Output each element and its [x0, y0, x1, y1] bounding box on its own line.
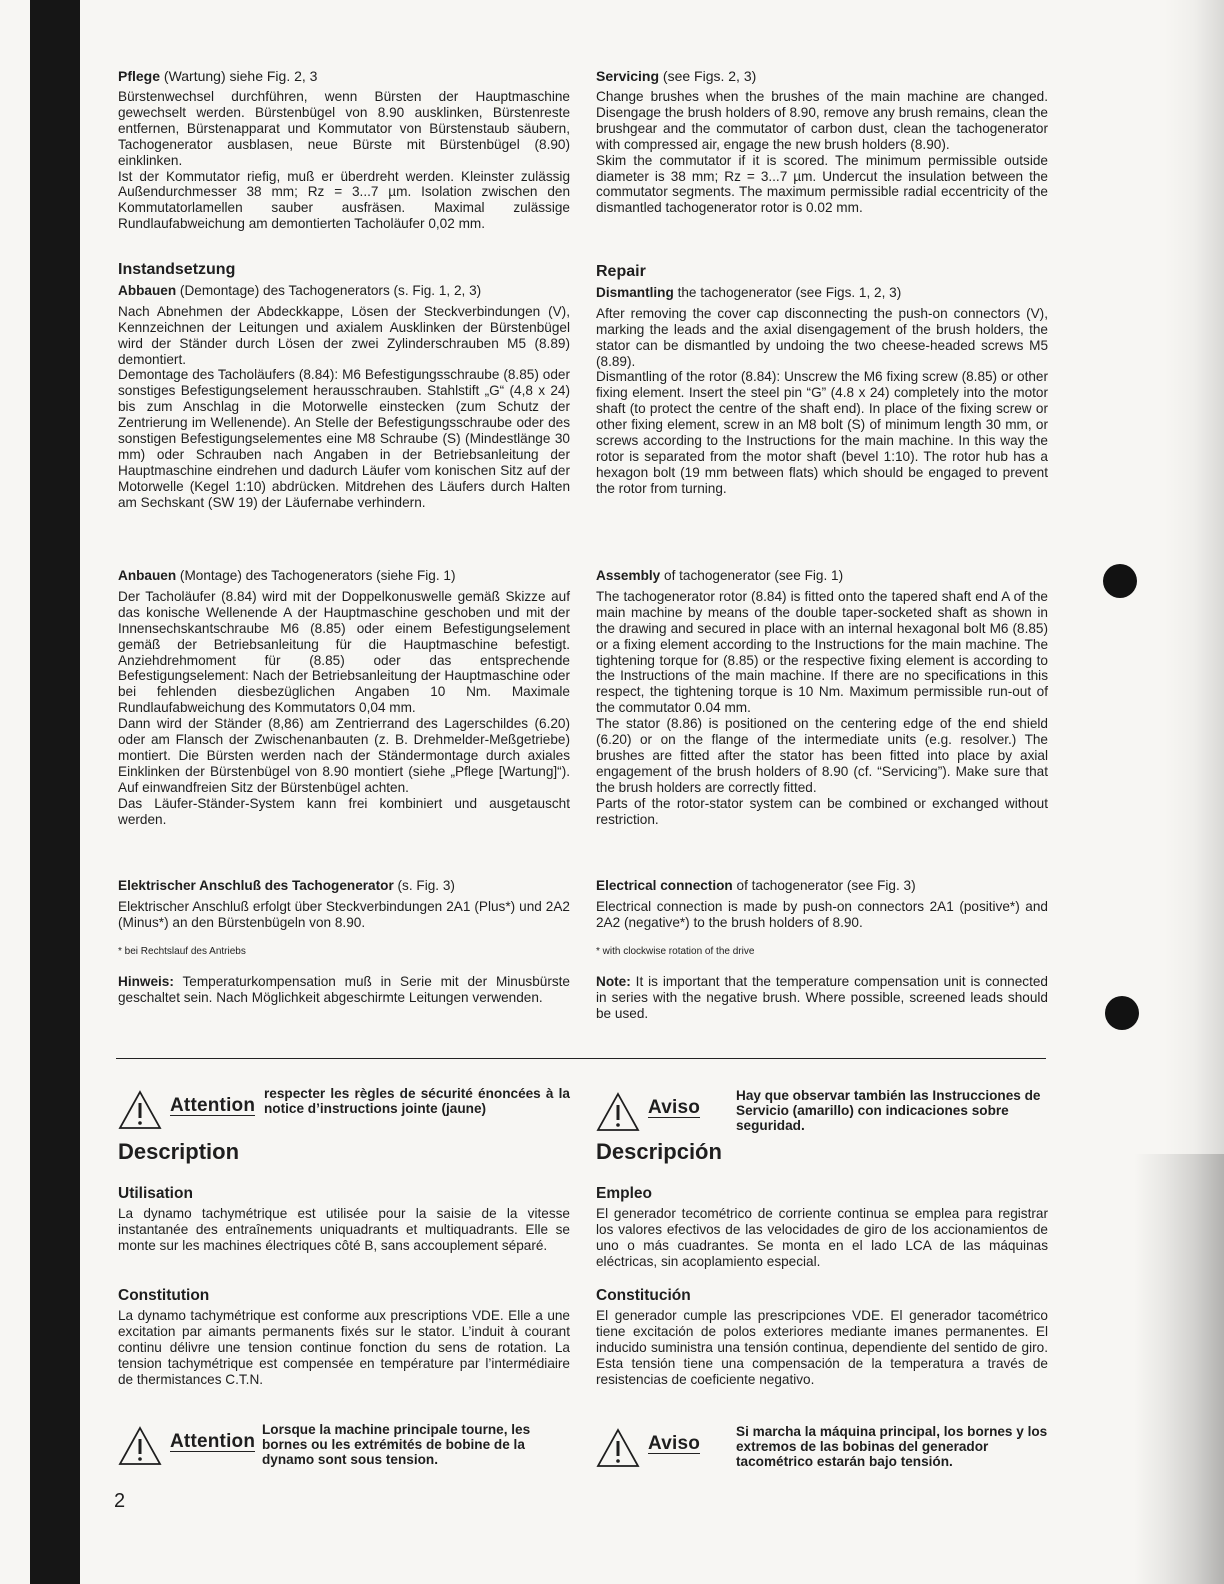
section-pflege — [118, 68, 570, 232]
punch-hole — [1105, 996, 1139, 1030]
dismantling-text: After removing the cover cap disconnecting the push-on connectors (V), marking the leads and the axial disengagement of the brush holders, the stator can be dismantled by undoing the two cheese-headed screws M5 (8.89). — [596, 305, 1048, 369]
warning-word: Attention — [170, 1431, 256, 1452]
dismantling-heading-rest: the tachogenerator (see Figs. 1, 2, 3) — [673, 284, 902, 300]
section-constitution — [118, 1288, 570, 1387]
section-divider — [116, 1058, 1046, 1059]
note-paragraph — [596, 974, 1048, 1022]
servicing-heading: Servicing — [596, 68, 660, 84]
anbauen-heading: Anbauen — [118, 568, 177, 583]
anbauen-text-2: Dann wird der Ständer (8,86) am Zentrierrand des Lagerschildes (6.20) oder am Flansch der Zwischenanbauten (z. B. Drehmelder-Meßgetriebe) montiert. Die Bürsten werden nach der Ständermontage durch axiales Einklinken der Bürstenbügel von 8.90 montiert (siehe „Pflege [Wartung]“). Auf einwandfreien Sitz der Bürstenbügel achten. — [118, 716, 570, 795]
hinweis-text: Temperaturkompensation muß in Serie mit der Minusbürste geschaltet sein. Nach Möglichkeit abgeschirmte Leitungen verwenden. — [118, 974, 570, 1005]
punch-hole — [1103, 564, 1137, 598]
assembly-heading-rest: of tachogenerator (see Fig. 1) — [660, 568, 844, 583]
abbauen-heading: Abbauen — [118, 282, 177, 298]
servicing-heading-rest: (see Figs. 2, 3) — [659, 68, 757, 84]
section-assembly — [596, 568, 1048, 828]
warning-text: Si marcha la máquina principal, los bornes y los extremos de las bobinas del generador tacométrico estarán bajo tensión. — [736, 1424, 1048, 1469]
section-utilisation — [118, 1186, 570, 1254]
warning-attention-1 — [118, 1086, 570, 1146]
section-electrical-connection — [596, 878, 1048, 931]
page-corner-shadow — [1134, 1154, 1224, 1584]
warning-triangle-icon — [596, 1092, 640, 1132]
warning-word: Aviso — [648, 1097, 701, 1118]
pflege-heading-line — [118, 68, 570, 85]
section-instandsetzung — [118, 262, 570, 511]
servicing-text-2: Skim the commutator if it is scored. The minimum permissible outside diameter is 38 mm; Rz = 3...7 µm. Undercut the insulation between the commutator segments. The maximum permissible radial eccentricity of the dismantled tachogenerator rotor is 0.02 mm. — [596, 152, 1048, 216]
footnote-en — [596, 944, 1048, 960]
section-hinweis — [118, 974, 570, 1006]
assembly-heading: Assembly — [596, 568, 661, 583]
anbauen-heading-line — [118, 568, 570, 584]
warning-aviso-2 — [596, 1424, 1048, 1484]
pflege-heading: Pflege — [118, 68, 161, 84]
empleo-heading: Empleo — [596, 1185, 652, 1202]
hinweis-label: Hinweis: — [118, 974, 174, 989]
warning-word: Attention — [170, 1095, 256, 1116]
assembly-heading-line — [596, 568, 1048, 584]
section-constitucion — [596, 1288, 1048, 1387]
section-elektrischer-anschluss — [118, 878, 570, 931]
elektr-text: Elektrischer Anschluß erfolgt über Steckverbindungen 2A1 (Plus*) und 2A2 (Minus*) an den Bürstenbügeln von 8.90. — [118, 898, 570, 930]
section-empleo — [596, 1186, 1048, 1270]
description-title-fr — [118, 1139, 570, 1164]
section-servicing — [596, 68, 1048, 216]
warning-attention-2 — [118, 1422, 570, 1482]
footnote-text-en: * with clockwise rotation of the drive — [596, 946, 755, 957]
pflege-text: Bürstenwechsel durchführen, wenn Bürsten der Hauptmaschine gewechselt werden. Bürstenbügel von 8.90 ausklinken, Bürstenreste entfernen, Bürstenapparat und Kommutator von Bürstenstaub säubern, Tachogenerator ausblasen, neue Bürste mit Bürstenbügel (8.90) einklinken. — [118, 89, 570, 168]
electrical-text: Electrical connection is made by push-on connectors 2A1 (positive*) and 2A2 (negative*) to the brush holders of 8.90. — [596, 898, 1048, 930]
pflege-text-2: Ist der Kommutator riefig, muß er überdreht werden. Kleinster zulässig Außendurchmesser 38 mm; Rz = 3...7 µm. Isolation zwischen den Kommutatorlamellen sauber ausfräsen. Maximal zulässige Rundlaufabweichung am demontierten Tacholäufer 0,02 mm. — [118, 168, 570, 232]
warning-triangle-icon — [118, 1426, 162, 1466]
warning-text: Lorsque la machine principale tourne, les bornes ou les extrémités de bobine de la dynamo sont sous tension. — [262, 1422, 531, 1467]
warning-text: respecter les règles de sécurité énoncées à la notice d’instructions jointe (jaune) — [264, 1086, 570, 1116]
abbauen-text: Nach Abnehmen der Abdeckkappe, Lösen der Steckverbindungen (V), Kennzeichnen der Leitungen und axialem Ausklinken der Bürstenbügel wird der Ständer durch Lösen der zwei Zylinderschrauben M5 (8.89) demontiert. — [118, 303, 570, 367]
dismantling-heading-line — [596, 285, 1048, 301]
constitucion-text: El generador cumple las prescripciones VDE. El generador tacométrico tiene excitación de polos exteriores mediante imanes permanentes. El inducido suministra una tensión continua, dependiente del sentido de giro. Esta tensión tiene una compensación de la temperatura a través de resistencias de coeficiente negativo. — [596, 1307, 1048, 1387]
servicing-heading-line — [596, 68, 1048, 85]
assembly-text-2: The stator (8.86) is positioned on the centering edge of the end shield (6.20) or on the flange of the intermediate units (e.g. resolver.) The brushes are fitted after the stator has been fitted into place by axial engagement of the brush holders of 8.90 (cf. “Servicing”). Make sure that the brush holders are correctly fitted. — [596, 716, 1048, 795]
constitucion-heading: Constitución — [596, 1287, 691, 1304]
assembly-text: The tachogenerator rotor (8.84) is fitted onto the tapered shaft end A of the main machine by means of the double taper-socketed shaft as shown in the drawing and secured in place with an internal hexagonal bolt M6 (8.85) or a fixing element according to the Instructions for the main machine. The tightening torque for (8.85) or the respective fixing element is according to the Instructions of the main machine. If there are no specifications in this respect, the tightening torque is 10 Nm. Maximum permissible run-out of the commutator 0.04 mm. — [596, 588, 1048, 716]
assembly-text-3: Parts of the rotor-stator system can be combined or exchanged without restriction. — [596, 795, 1048, 827]
description-title-es — [596, 1139, 1048, 1164]
abbauen-heading-line — [118, 283, 570, 299]
instandsetzung-heading: Instandsetzung — [118, 261, 236, 278]
footnote-text-de: * bei Rechtslauf des Antriebs — [118, 946, 246, 957]
anbauen-heading-rest: (Montage) des Tachogenerators (siehe Fig. 1) — [176, 568, 456, 583]
warning-text: Hay que observar también las Instrucciones de Servicio (amarillo) con indicaciones sobre seguridad. — [736, 1088, 1041, 1133]
anbauen-text-3: Das Läufer-Ständer-System kann frei kombiniert und ausgetauscht werden. — [118, 795, 570, 827]
page-number: 2 — [114, 1490, 126, 1512]
dismantling-heading: Dismantling — [596, 284, 674, 300]
electrical-heading: Electrical connection — [596, 878, 733, 893]
utilisation-heading: Utilisation — [118, 1185, 193, 1202]
footnote-de — [118, 944, 570, 960]
electrical-heading-rest: of tachogenerator (see Fig. 3) — [732, 878, 916, 893]
warning-word: Aviso — [648, 1433, 701, 1454]
elektr-heading-rest: (s. Fig. 3) — [393, 878, 455, 893]
warning-triangle-icon — [118, 1090, 162, 1130]
pflege-heading-rest: (Wartung) siehe Fig. 2, 3 — [160, 68, 318, 84]
section-anbauen — [118, 568, 570, 828]
section-repair — [596, 264, 1048, 497]
binding-edge — [30, 0, 80, 1584]
empleo-text: El generador tecométrico de corriente continua se emplea para registrar los valores efectivos de las velocidades de giro de los accionamientos de uno o más cuadrantes. Se monta en el lado LCA de las máquinas eléctricas, sin acoplamiento especial. — [596, 1205, 1048, 1269]
anbauen-text: Der Tacholäufer (8.84) wird mit der Doppelkonuswelle gemäß Skizze auf das konische Wellenende A der Hauptmaschine geschoben und mit der Innensechskantschraube M6 (8.85) oder einem Befestigungselement gemäß der Betriebsanleitung für die Hauptmaschine befestigt. Anziehdrehmoment für (8.85) oder das entsprechende Befestigungselement: Nach der Betriebsanleitung der Hauptmaschine oder bei fehlenden diesbezüglichen Angaben 10 Nm. Maximale Rundlaufabweichung des Kommutators 0,04 mm. — [118, 588, 570, 716]
electrical-heading-line — [596, 878, 1048, 894]
dismantling-text-2: Dismantling of the rotor (8.84): Unscrew the M6 fixing screw (8.85) or other fixing element. Insert the steel pin “G” (4.8 x 24) completely into the motor shaft (to protect the centre of the shaft end). In place of the fixing screw or other fixing element, screw in an M8 bolt (S) of minimum length 30 mm, or screws according to the Instructions for the main machine. In this way the rotor is separated from the motor shaft (bevel 1:10). The rotor hub has a hexagon bolt (19 mm between flats) which should be engaged to prevent the rotor from turning. — [596, 369, 1048, 496]
hinweis-paragraph — [118, 974, 570, 1006]
constitution-heading: Constitution — [118, 1287, 210, 1304]
constitution-text: La dynamo tachymétrique est conforme aux prescriptions VDE. Elle a une excitation par aimants permanents fixés sur le stator. L’induit à courant continu délivre une tension continue fonction du sens de rotation. La tension tachymétrique est compensée en température par l’intermédiaire de thermistances C.T.N. — [118, 1307, 570, 1387]
abbauen-heading-rest: (Demontage) des Tachogenerators (s. Fig. 1, 2, 3) — [176, 282, 482, 298]
elektr-heading: Elektrischer Anschluß des Tachogenerator — [118, 878, 394, 893]
description-title: Descripción — [596, 1139, 722, 1164]
warning-triangle-icon — [596, 1428, 640, 1468]
note-text: It is important that the temperature compensation unit is connected in series with the negative brush. Where possible, screened leads should be used. — [596, 974, 1048, 1021]
servicing-text: Change brushes when the brushes of the main machine are changed. Disengage the brush holders of 8.90, remove any brush remains, clean the brushgear and the commutator of carbon dust, clean the tachogenerator with compressed air, engage the new brush holders (8.90). — [596, 89, 1048, 152]
abbauen-text-2: Demontage des Tacholäufers (8.84): M6 Befestigungsschraube (8.85) oder sonstiges Befestigungselement herausschrauben. Stahlstift „G“ (4,8 x 24) bis zum Anschlag in die Motorwelle einstecken (zum Schutz der Zentrierung im Wellenende). An Stelle der Befestigungsschraube oder des sonstigen Befestigungselementes eine M8 Schraube (S) (Mindestlänge 30 mm) oder Schrauben nach Angaben in der Betriebsanleitung der Hauptmaschine eindrehen und dadurch Läufer vom konischen Sitz auf der Motorwelle (Kegel 1:10) abdrücken. Mitdrehen des Läufers durch Halten am Sechskant (SW 19) der Läufernabe verhindern. — [118, 367, 570, 510]
section-note — [596, 974, 1048, 1022]
repair-heading: Repair — [596, 263, 646, 280]
utilisation-text: La dynamo tachymétrique est utilisée pour la saisie de la vitesse instantanée des entraînements uniquadrants et multiquadrants. Elle se monte sur les machines électriques côté B, sans accouplement séparé. — [118, 1205, 570, 1253]
note-label: Note: — [596, 974, 631, 989]
description-title: Description — [118, 1139, 240, 1164]
elektr-heading-line — [118, 878, 570, 894]
